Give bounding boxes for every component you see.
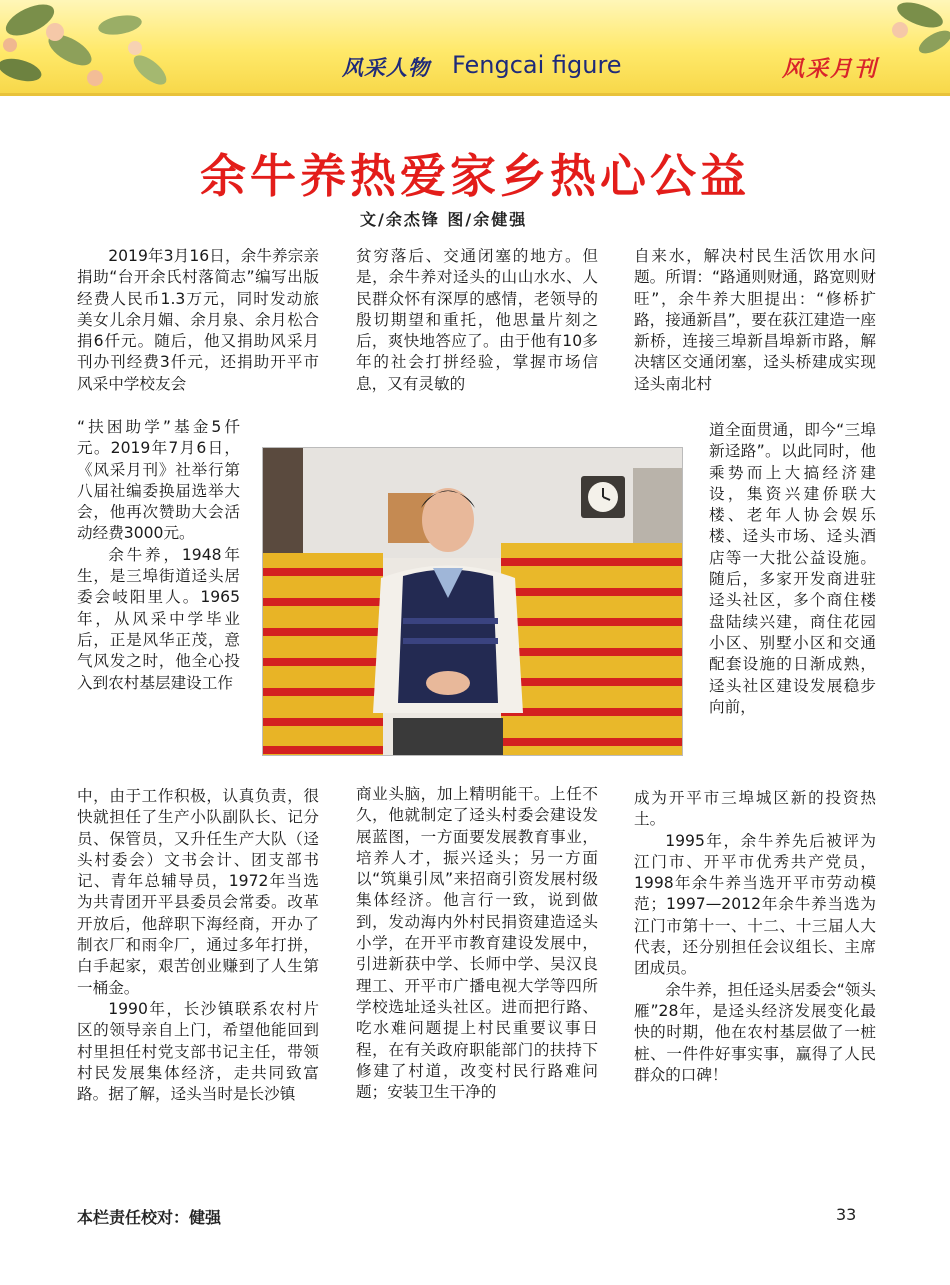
paragraph: “扶困助学”基金5仟元。2019年7月6日，《风采月刊》社举行第八届社编委换届选举大会，他再次赞助大会活动经费3000元。 <box>77 418 240 543</box>
column-2-top <box>356 246 598 395</box>
column-1-wrap <box>77 417 240 694</box>
paragraph: 2019年3月16日，余牛养宗亲捐助“台开余氏村落简志”编写出版经费人民币1.3万元，同时发动旅美女儿余月媚、余月泉、余月松合捐6仟元。随后，他又捐助风采月刊办刊经费3仟元，还捐助开平市风采中学校友会 <box>77 247 319 393</box>
column-3-top <box>634 246 876 395</box>
column-2-bottom <box>356 784 598 1103</box>
paragraph: 余牛养，担任迳头居委会“领头雁”28年，是迳头经济发展变化最快的时期，他在农村基层做了一桩桩、一件件好事实事，赢得了人民群众的口碑！ <box>634 980 876 1084</box>
section-name: 风采人物 <box>342 55 430 80</box>
paragraph: 商业头脑，加上精明能干。上任不久，他就制定了迳头村委会建设发展蓝图，一方面要发展教育事业，培养人才，振兴迳头；另一方面以“筑巢引凤”来招商引资发展村级集体经济。他言行一致，说到做到，发动海内外村民捐资建造迳头小学，在开平市教育建设发展中，引进新获中学、长师中学、吴汉良理工、开平市广播电视大学等四所学校选址迳头社区。进而把行路、吃水难问题提上村民重要议事日程，在有关政府职能部门的扶持下修建了村道，改变村民行路难问题；安装卫生干净的 <box>356 785 598 1102</box>
column-1-top <box>77 246 319 395</box>
paragraph: 1990年，长沙镇联系农村片区的领导亲自上门，希望他能回到村里担任村党支部书记主任，带领村民发展集体经济，走共同致富路。据了解，迳头当时是长沙镇 <box>77 999 319 1104</box>
magazine-name: 风采月刊 <box>782 56 879 82</box>
column-3-wrap <box>709 420 876 718</box>
section-name-english: Fengcai figure <box>452 51 622 79</box>
flower-decoration-icon <box>860 0 950 60</box>
paragraph: 余牛养，1948年生，是三埠街道迳头居委会岐阳里人。1965年，从风采中学毕业后，正是风华正茂，意气风发之时，他全心投入到农村基层建设工作 <box>77 545 240 692</box>
column-3-bottom <box>634 788 876 1086</box>
photo-illustration <box>263 448 683 756</box>
proofreader-credit: 本栏责任校对：健强 <box>77 1208 222 1227</box>
paragraph: 成为开平市三埠城区新的投资热土。 <box>634 789 876 829</box>
paragraph: 1995年，余牛养先后被评为江门市、开平市优秀共产党员，1998年余牛养当选开平市劳动模范；1997—2012年余牛养当选为江门市第十一、十二、十三届人大代表，还分别担任会议组长、主席团成员。 <box>634 831 876 978</box>
paragraph: 道全面贯通，即今“三埠新迳路”。以此同时，他乘势而上大搞经济建设，集资兴建侨联大楼、老年人协会娱乐楼、迳头市场、迳头酒店等一大批公益设施。随后，多家开发商进驻迳头社区，多个商住楼盘陆续兴建，商住花园小区、别墅小区和交通配套设施的日渐成熟，迳头社区建设发展稳步向前， <box>709 421 876 716</box>
article-photo <box>262 447 683 756</box>
page-header <box>0 0 950 96</box>
article-byline: 文/余杰锋 图/余健强 <box>360 210 528 229</box>
paragraph: 中，由于工作积极，认真负责，很快就担任了生产小队副队长、记分员、保管员，又升任生产大队（迳头村委会）文书会计、团支部书记、青年总辅导员，1972年当选为共青团开平县委员会常委。改革开放后，他辞职下海经商，开办了制衣厂和雨伞厂，通过多年打拼，白手起家，艰苦创业赚到了人生第一桶金。 <box>77 787 319 997</box>
flower-decoration-icon <box>0 0 190 96</box>
column-1-bottom <box>77 786 319 1105</box>
paragraph: 自来水，解决村民生活饮用水问题。所谓：“路通则财通，路宽则财旺”，余牛养大胆提出：“修桥扩路，接通新昌”，要在荻江建造一座新桥，连接三埠新昌埠新市路，解决辖区交通闭塞，迳头桥建成实现迳头南北村 <box>634 247 876 393</box>
paragraph: 贫穷落后、交通闭塞的地方。但是，余牛养对迳头的山山水水、人民群众怀有深厚的感情，老领导的殷切期望和重托，他思量片刻之后，爽快地答应了。由于他有10多年的社会打拼经验，掌握市场信息，又有灵敏的 <box>356 247 598 393</box>
page-number: 33 <box>836 1205 857 1224</box>
article-title: 余牛养热爱家乡热心公益 <box>200 149 750 203</box>
